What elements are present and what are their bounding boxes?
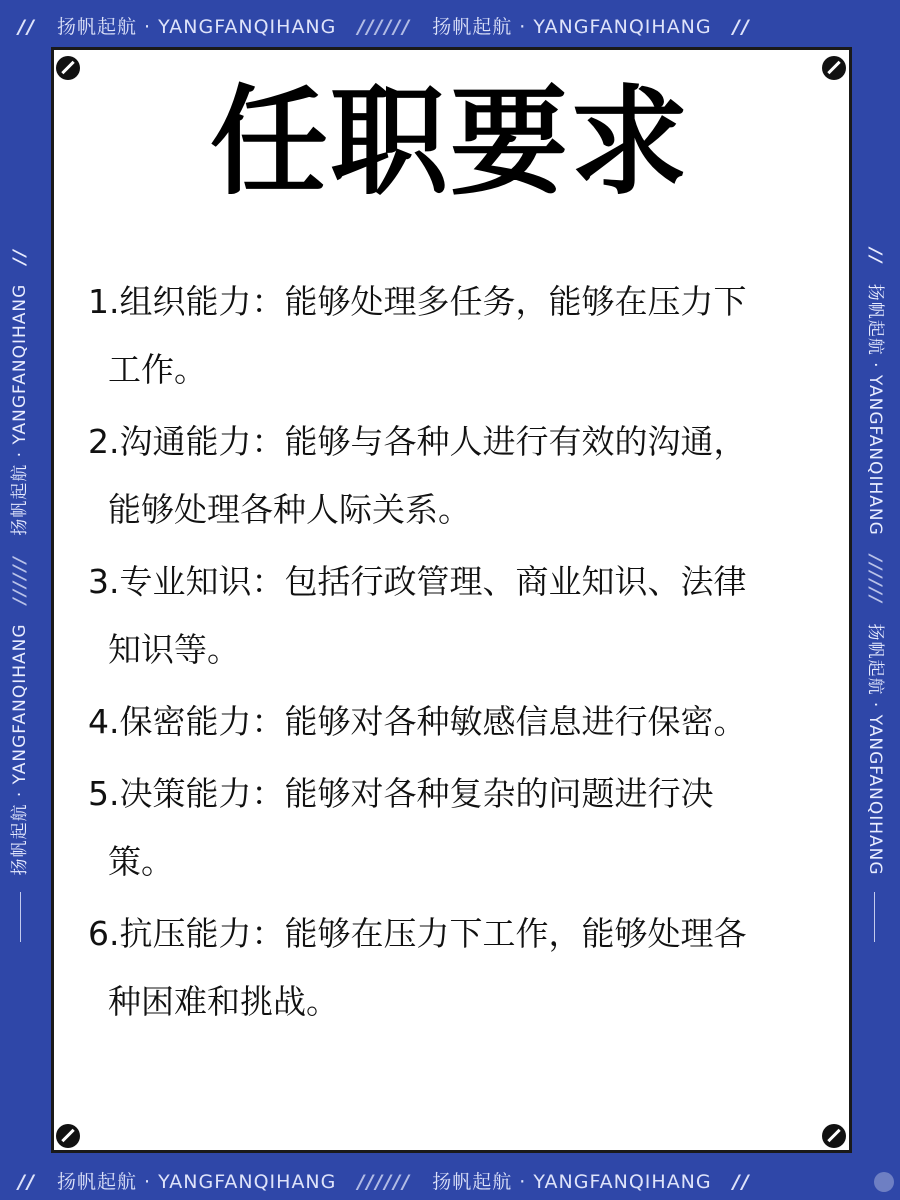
item-line: 3.专业知识：包括行政管理、商业知识、法律 xyxy=(88,562,747,601)
decorative-slashes: ////// xyxy=(865,554,885,605)
list-item xyxy=(88,760,818,896)
decorative-slashes: // xyxy=(732,16,751,38)
decorative-slashes: ////// xyxy=(357,16,412,38)
decorative-slashes: ////// xyxy=(10,554,30,605)
list-item xyxy=(88,900,818,1036)
frame-right-column xyxy=(866,220,890,980)
brand-text: 扬帆起航 · YANGFANQIHANG xyxy=(865,623,885,876)
frame-bottom-row xyxy=(18,1167,751,1194)
list-item xyxy=(88,688,818,756)
item-line: 2.沟通能力：能够与各种人进行有效的沟通， xyxy=(88,422,747,461)
brand-text: 扬帆起航 · YANGFANQIHANG xyxy=(432,1171,712,1193)
brand-text: 扬帆起航 · YANGFANQIHANG xyxy=(57,1171,337,1193)
decorative-slashes: // xyxy=(18,16,36,38)
screw-icon xyxy=(822,1124,846,1148)
item-line-continuation: 知识等。 xyxy=(108,630,240,669)
list-item xyxy=(88,408,818,544)
page-title: 任职要求 xyxy=(209,73,690,211)
brand-text: 扬帆起航 · YANGFANQIHANG xyxy=(10,283,30,536)
watermark-icon xyxy=(874,1172,894,1192)
decorative-slashes: // xyxy=(18,1171,36,1193)
item-line: 6.抗压能力：能够在压力下工作，能够处理各 xyxy=(88,914,747,953)
brand-text: 扬帆起航 · YANGFANQIHANG xyxy=(865,283,885,536)
item-line-continuation: 策。 xyxy=(108,842,174,881)
frame-top-row xyxy=(18,12,751,39)
divider-line xyxy=(20,892,21,942)
frame-left-column xyxy=(5,220,29,980)
item-line-continuation: 能够处理各种人际关系。 xyxy=(108,490,471,529)
item-line-continuation: 工作。 xyxy=(108,350,207,389)
list-item xyxy=(88,548,818,684)
divider-line xyxy=(875,892,876,942)
requirements-list xyxy=(88,268,818,1040)
brand-text: 扬帆起航 · YANGFANQIHANG xyxy=(432,16,712,38)
brand-text: 扬帆起航 · YANGFANQIHANG xyxy=(57,16,337,38)
item-line-continuation: 种困难和挑战。 xyxy=(108,982,339,1021)
brand-text: 扬帆起航 · YANGFANQIHANG xyxy=(10,623,30,876)
screw-icon xyxy=(56,1124,80,1148)
item-line: 5.决策能力：能够对各种复杂的问题进行决 xyxy=(88,774,714,813)
item-line: 4.保密能力：能够对各种敏感信息进行保密。 xyxy=(88,702,747,741)
decorative-slashes: // xyxy=(732,1171,751,1193)
decorative-slashes: ////// xyxy=(357,1171,412,1193)
decorative-slashes: // xyxy=(10,248,30,265)
list-item xyxy=(88,268,818,404)
decorative-slashes: // xyxy=(865,248,885,265)
item-line: 1.组织能力：能够处理多任务，能够在压力下 xyxy=(88,282,747,321)
